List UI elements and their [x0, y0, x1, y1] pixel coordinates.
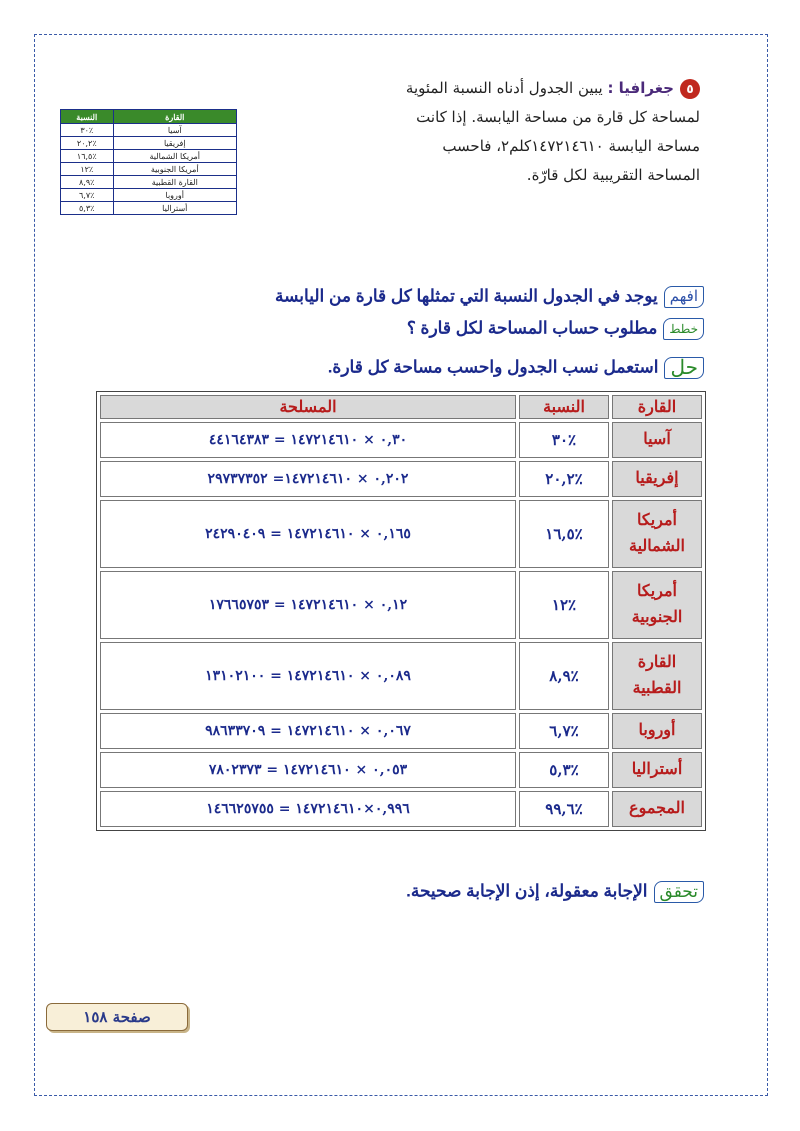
- area-cell: ٠,١٢ × ١٤٧٢١٤٦١٠ = ١٧٦٦٥٧٥٣: [100, 571, 516, 639]
- reference-percent: ٪٣٠: [61, 124, 114, 137]
- reference-table: [60, 109, 237, 215]
- area-cell: ٠,٠٥٣ × ١٤٧٢١٤٦١٠ = ٧٨٠٢٣٧٣: [100, 752, 516, 788]
- table-row: [61, 150, 237, 163]
- continent-cell: القارة القطبية: [612, 642, 702, 710]
- solve-section: [328, 357, 704, 379]
- solution-header-percent: النسبة: [519, 395, 609, 419]
- percent-cell: ٪٦,٧: [519, 713, 609, 749]
- solution-table: [96, 391, 706, 831]
- plan-tag: خطط: [663, 318, 704, 340]
- table-row: [100, 713, 702, 749]
- solution-header-area: المسلحة: [100, 395, 516, 419]
- continent-cell: أستراليا: [612, 752, 702, 788]
- reference-percent: ٪٥,٣: [61, 202, 114, 215]
- table-row: [61, 137, 237, 150]
- total-percent-cell: ٪٩٩,٦: [519, 791, 609, 827]
- plan-section: [407, 318, 704, 340]
- table-row: [61, 202, 237, 215]
- table-row-total: [100, 791, 702, 827]
- problem-title: جغرافيا :: [607, 79, 674, 97]
- table-row: [100, 500, 702, 568]
- percent-cell: ٪١٦,٥: [519, 500, 609, 568]
- percent-cell: ٪٢٠,٢: [519, 461, 609, 497]
- solution-header-continent: القارة: [612, 395, 702, 419]
- reference-continent: أمريكا الجنوبية: [113, 163, 236, 176]
- reference-continent: أمريكا الشمالية: [113, 150, 236, 163]
- reference-percent: ٪٢٠,٢: [61, 137, 114, 150]
- check-text: الإجابة معقولة، إذن الإجابة صحيحة.: [406, 881, 648, 901]
- reference-header-continent: القارة: [113, 110, 236, 124]
- total-label-cell: المجموع: [612, 791, 702, 827]
- plan-text: مطلوب حساب المساحة لكل قارة ؟: [406, 318, 658, 338]
- table-row: [100, 461, 702, 497]
- understand-section: [275, 286, 704, 308]
- check-section: [406, 881, 704, 903]
- percent-cell: ٪٨,٩: [519, 642, 609, 710]
- reference-percent: ٪٦,٧: [61, 189, 114, 202]
- table-row: [61, 176, 237, 189]
- area-cell: ٠,١٦٥ × ١٤٧٢١٤٦١٠ = ٢٤٢٩٠٤٠٩: [100, 500, 516, 568]
- reference-percent: ٪٨,٩: [61, 176, 114, 189]
- table-row: [61, 124, 237, 137]
- problem-text: مساحة اليابسة ١٤٧٢١٤٦١٠كلم٢، فاحسب: [442, 137, 700, 155]
- reference-percent: ٪١٦,٥: [61, 150, 114, 163]
- reference-continent: أوروبا: [113, 189, 236, 202]
- reference-continent: آسيا: [113, 124, 236, 137]
- problem-text: لمساحة كل قارة من مساحة اليابسة. إذا كانت: [416, 108, 700, 126]
- reference-percent: ٪١٢: [61, 163, 114, 176]
- problem-text: المساحة التقريبية لكل قارّة.: [526, 166, 700, 184]
- continent-cell: إفريقيا: [612, 461, 702, 497]
- table-row: [100, 642, 702, 710]
- continent-cell: أمريكا الجنوبية: [612, 571, 702, 639]
- table-row: [100, 422, 702, 458]
- continent-cell: أوروبا: [612, 713, 702, 749]
- reference-continent: القارة القطبية: [113, 176, 236, 189]
- percent-cell: ٪٣٠: [519, 422, 609, 458]
- reference-continent: إفريقيا: [113, 137, 236, 150]
- area-cell: ٠,٢٠٢ × ١٤٧٢١٤٦١٠= ٢٩٧٣٧٣٥٢: [100, 461, 516, 497]
- total-area-cell: ٠,٩٩٦×١٤٧٢١٤٦١٠ = ١٤٦٦٢٥٧٥٥: [100, 791, 516, 827]
- reference-continent: أستراليا: [113, 202, 236, 215]
- area-cell: ٠,٠٨٩ × ١٤٧٢١٤٦١٠ = ١٣١٠٢١٠٠: [100, 642, 516, 710]
- area-cell: ٠,٠٦٧ × ١٤٧٢١٤٦١٠ = ٩٨٦٣٣٧٠٩: [100, 713, 516, 749]
- continent-cell: أمريكا الشمالية: [612, 500, 702, 568]
- understand-text: يوجد في الجدول النسبة التي تمثلها كل قارة من اليابسة: [275, 286, 658, 306]
- reference-header-percent: النسبة: [61, 110, 114, 124]
- check-tag: تحقق: [654, 881, 704, 903]
- table-row: [100, 571, 702, 639]
- problem-statement: [280, 74, 700, 190]
- solve-text: استعمل نسب الجدول واحسب مساحة كل قارة.: [327, 357, 659, 377]
- percent-cell: ٪١٢: [519, 571, 609, 639]
- problem-number-badge: ٥: [680, 79, 700, 99]
- page-number: صفحة ١٥٨: [46, 1003, 188, 1031]
- understand-tag: افهم: [664, 286, 704, 308]
- solve-tag: حل: [664, 357, 704, 379]
- table-row: [61, 189, 237, 202]
- table-row: [61, 163, 237, 176]
- table-row: [100, 752, 702, 788]
- area-cell: ٠,٣٠ × ١٤٧٢١٤٦١٠ = ٤٤١٦٤٣٨٣: [100, 422, 516, 458]
- problem-text: يبين الجدول أدناه النسبة المئوية: [405, 79, 603, 97]
- continent-cell: آسيا: [612, 422, 702, 458]
- problem-line-1: [280, 74, 700, 103]
- percent-cell: ٪٥,٣: [519, 752, 609, 788]
